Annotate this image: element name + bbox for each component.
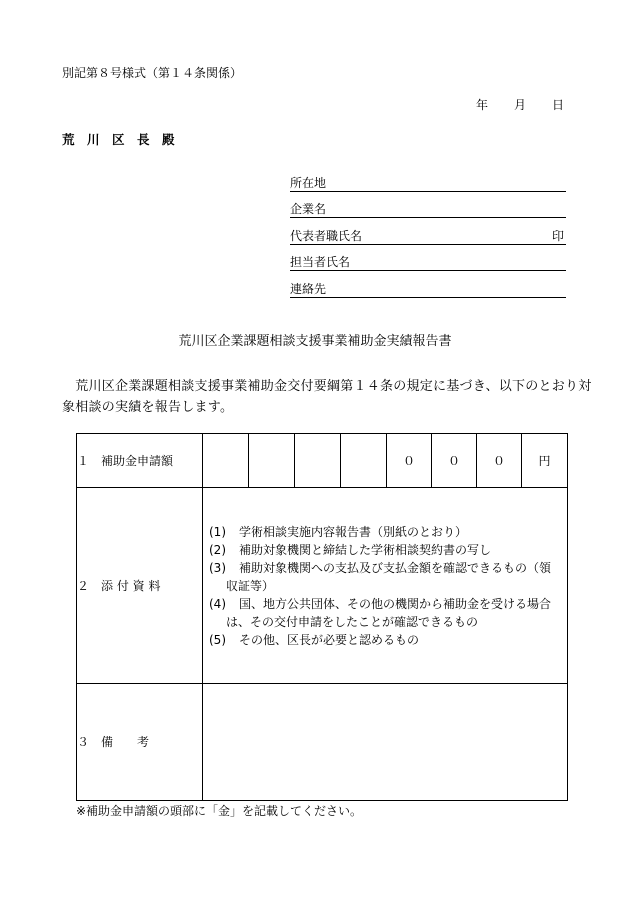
item-text: その他、区長が必要と認めるもの [239,632,420,647]
remarks-content [203,684,568,801]
form-reference: 別記第８号様式（第１４条関係） [62,66,243,80]
field-address [290,176,566,192]
list-item [209,559,567,577]
amount-digit-cell: ０ [432,434,477,488]
amount-digit-cell [203,434,249,488]
amount-label: １ 補助金申請額 [77,434,203,488]
row-amount [77,434,568,488]
field-contact-person [290,255,566,271]
item-text: 国、地方公共団体、その他の機関から補助金を受ける場合 [239,596,552,611]
field-company-label: 企業名 [290,202,327,216]
field-contact-info-label: 連絡先 [290,282,327,296]
remarks-label: ３ 備 考 [77,684,203,801]
footnote: ※補助金申請額の頭部に「金」を記載してください。 [76,804,363,818]
field-address-label: 所在地 [290,176,327,190]
item-number: (1) [209,524,226,539]
attachments-list [203,523,567,649]
date-month: 月 [514,98,527,112]
date-year: 年 [476,98,489,112]
row-remarks [77,684,568,801]
amount-digit-cell [295,434,341,488]
field-contact-info [290,282,566,298]
row-attachments [77,488,568,684]
list-item [209,595,567,613]
item-number: (3) [209,560,226,575]
item-number: (5) [209,632,226,647]
item-number: (4) [209,596,226,611]
amount-unit: 円 [522,434,568,488]
item-text-continuation: は、その交付申請をしたことが確認できるもの [226,614,479,629]
field-representative [290,229,566,245]
field-company [290,202,566,218]
amount-digit-cell [341,434,387,488]
list-item [209,631,567,649]
field-contact-person-label: 担当者氏名 [290,255,351,269]
item-text-continuation: 収証等） [226,578,275,593]
date-day: 日 [552,98,565,112]
list-item [209,523,567,541]
amount-digit-cell [249,434,295,488]
addressee: 荒 川 区 長 殿 [62,132,175,147]
attachments-content [203,488,568,684]
item-text: 補助対象機関への支払及び支払金額を確認できるもの（領 [239,560,552,575]
report-table [76,433,568,801]
document-title: 荒川区企業課題相談支援事業補助金実績報告書 [178,334,452,349]
item-text: 補助対象機関と締結した学術相談契約書の写し [239,542,492,557]
item-number: (2) [209,542,226,557]
intro-line-1: 荒川区企業課題相談支援事業補助金交付要綱第１４条の規定に基づき、以下のとおり対 [62,379,592,394]
attachments-label: ２ 添 付 資 料 [77,488,203,684]
list-item [209,541,567,559]
item-text: 学術相談実施内容報告書（別紙のとおり） [239,524,468,539]
amount-digit-cell: ０ [387,434,432,488]
intro-line-2: 象相談の実績を報告します。 [62,400,234,415]
amount-digit-cell: ０ [477,434,522,488]
seal-mark: 印 [551,229,564,243]
field-representative-label: 代表者職氏名 [290,229,363,243]
